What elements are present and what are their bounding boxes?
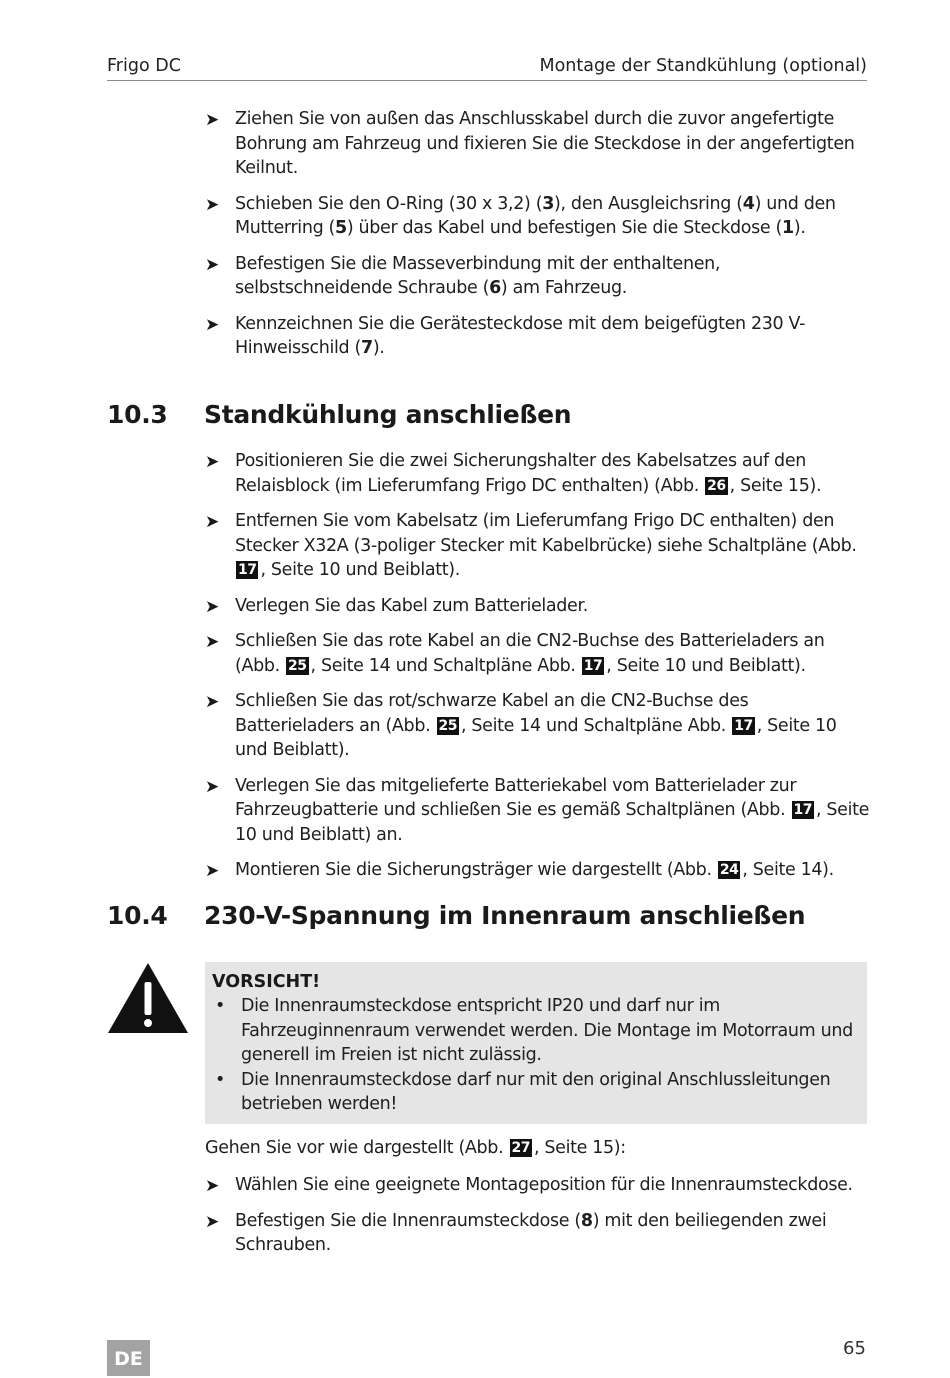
list-item: ➤ Schieben Sie den O-Ring (30 x 3,2) (3), den Ausgleichsring (4) und den Mutterring (5) über das Kabel und befestigen Sie die Steckdose (1).: [205, 193, 836, 238]
caution-item: • Die Innenraumsteckdose entspricht IP20 und darf nur im Fahrzeuginnenraum verwendet werden. Die Montage im Motorraum und generell im Freien ist nicht zulässig.: [215, 996, 853, 1065]
figure-reference: 26: [707, 477, 726, 494]
step-list-interior: [205, 1173, 870, 1269]
arrow-right-icon: ➤: [205, 194, 219, 215]
list-item: ➤ Montieren Sie die Sicherungsträger wie dargestellt (Abb. 24 , Seite 14).: [205, 858, 870, 883]
step-list-mounting: [205, 107, 870, 372]
arrow-right-icon: ➤: [205, 314, 219, 335]
list-item: ➤ Kennzeichnen Sie die Gerätesteckdose mit dem beigefügten 230 V-Hinweisschild (7).: [205, 313, 806, 358]
caution-item: • Die Innenraumsteckdose darf nur mit den original Anschlussleitungen betrieben werden!: [215, 1069, 831, 1114]
figure-reference: 17: [793, 802, 812, 818]
step-list-connect: [205, 449, 870, 894]
header-chapter: Montage der Standkühlung (optional): [539, 56, 867, 76]
arrow-right-icon: ➤: [205, 452, 219, 472]
arrow-right-icon: ➤: [205, 596, 219, 617]
list-item: ➤ Verlegen Sie das mitgelieferte Batteriekabel vom Batterielader zur Fahrzeugbatterie und schließen Sie es gemäß Schaltplänen (Abb. 17 , Seite 10 und Beiblatt) an.: [205, 775, 870, 845]
list-item: ➤ Befestigen Sie die Innenraumsteckdose (8) mit den beiliegenden zwei Schrauben.: [205, 1210, 827, 1255]
section-number: 10.4: [107, 901, 168, 930]
figure-reference: 24: [719, 862, 739, 878]
page-header: [107, 56, 867, 81]
arrow-right-icon: ➤: [205, 110, 219, 130]
header-product: Frigo DC: [107, 56, 181, 76]
arrow-right-icon: ➤: [205, 512, 219, 532]
warning-triangle-icon: [106, 961, 190, 1035]
list-item: ➤ Positionieren Sie die zwei Sicherungshalter des Kabelsatzes auf den Relaisblock (im Lieferumfang Frigo DC enthalten) (Abb. 26 , Seite 15).: [205, 451, 822, 496]
list-item: ➤ Wählen Sie eine geeignete Montageposition für die Innenraumsteckdose.: [205, 1173, 870, 1198]
arrow-right-icon: ➤: [205, 1211, 219, 1232]
figure-reference: 17: [583, 657, 603, 674]
caution-box: [205, 962, 867, 1124]
list-item: ➤ Schließen Sie das rot/schwarze Kabel an die CN2-Buchse des Batterieladers an (Abb. 25 , Seite 14 und Schaltpläne Abb. 17 , Seite 10 und Beiblatt).: [205, 691, 837, 760]
figure-reference: 17: [734, 717, 753, 734]
section-title: 230-V-Spannung im Innenraum anschließen: [204, 901, 806, 930]
figure-reference: 27: [511, 1140, 530, 1156]
intro-paragraph: Gehen Sie vor wie dargestellt (Abb. 27 , Seite 15):: [205, 1138, 626, 1158]
section-title: Standkühlung anschließen: [204, 400, 572, 429]
arrow-right-icon: ➤: [205, 254, 219, 275]
arrow-right-icon: ➤: [205, 861, 219, 881]
caution-title: VORSICHT!: [212, 972, 321, 992]
figure-reference: 25: [288, 657, 307, 674]
arrow-right-icon: ➤: [205, 632, 219, 652]
figure-reference: 25: [438, 717, 457, 734]
list-item: ➤ Entfernen Sie vom Kabelsatz (im Lieferumfang Frigo DC enthalten) den Stecker X32A (3-poliger Stecker mit Kabelbrücke) siehe Schaltpläne (Abb. 17 , Seite 10 und Beiblatt).: [205, 511, 857, 580]
page-number: 65: [843, 1338, 866, 1359]
list-item: ➤ Befestigen Sie die Masseverbindung mit der enthaltenen, selbstschneidende Schraube (6) am Fahrzeug.: [205, 253, 721, 298]
list-item: ➤ Schließen Sie das rote Kabel an die CN2-Buchse des Batterieladers an (Abb. 25 , Seite 14 und Schaltpläne Abb. 17 , Seite 10 und Beiblatt).: [205, 631, 825, 676]
list-item: ➤ Ziehen Sie von außen das Anschlusskabel durch die zuvor angefertigte Bohrung am Fahrzeug und fixieren Sie die Steckdose in der angefertigten Keilnut.: [205, 109, 855, 178]
bullet-icon: •: [215, 996, 225, 1016]
language-tab: DE: [107, 1340, 150, 1376]
list-item: ➤ Verlegen Sie das Kabel zum Batterielader.: [205, 594, 870, 619]
arrow-right-icon: ➤: [205, 1176, 219, 1196]
figure-reference: 17: [238, 562, 257, 578]
bullet-icon: •: [215, 1069, 225, 1090]
section-number: 10.3: [107, 400, 168, 429]
arrow-right-icon: ➤: [205, 692, 219, 712]
arrow-right-icon: ➤: [205, 776, 219, 797]
